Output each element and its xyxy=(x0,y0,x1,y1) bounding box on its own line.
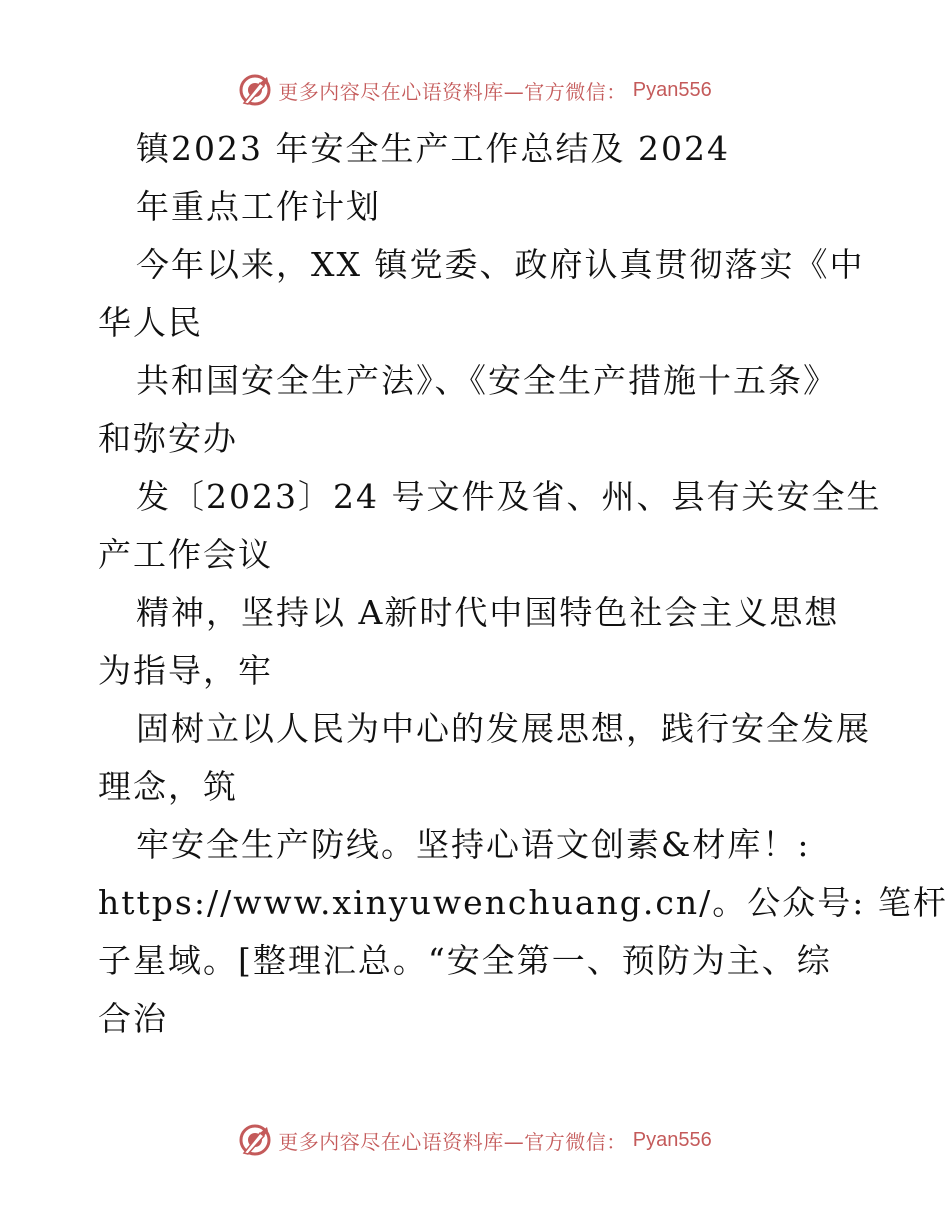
paragraph-line: 固树立以人民为中心的发展思想，践行安全发展 xyxy=(136,709,871,748)
paragraph-line: 为指导，牢 xyxy=(98,651,273,690)
paragraph-line: 和弥安办 xyxy=(98,419,238,458)
document-body xyxy=(98,120,948,1048)
paragraph-line: 今年以来，XX 镇党委、政府认真贯彻落实《中 xyxy=(136,245,865,284)
paragraph-line: 华人民 xyxy=(98,303,203,342)
footer-banner xyxy=(0,1120,950,1160)
title-line-1: 镇2023 年安全生产工作总结及 2024 xyxy=(136,129,730,168)
header-banner xyxy=(0,70,950,110)
paragraph-line: 理念，筑 xyxy=(98,767,238,806)
wechat-id: Pyan556 xyxy=(632,1128,712,1151)
pen-logo-icon xyxy=(238,1123,272,1157)
paragraph-line: 发〔2023〕24 号文件及省、州、县有关安全生 xyxy=(136,477,882,516)
paragraph-line: 子星域。[整理汇总。“安全第一、预防为主、综 xyxy=(98,941,832,980)
paragraph-line: 共和国安全生产法》、《安全生产措施十五条》 xyxy=(136,361,838,400)
pen-logo-icon xyxy=(238,73,272,107)
title-line-2: 年重点工作计划 xyxy=(136,187,381,226)
wechat-id: Pyan556 xyxy=(632,78,712,101)
paragraph-line: 牢安全生产防线。坚持心语文创素&材库！: xyxy=(136,825,811,864)
paragraph-line: 合治 xyxy=(98,999,168,1038)
banner-text: 更多内容尽在心语资料库—官方微信： xyxy=(278,79,627,104)
url-line: https://www.xinyuwenchuang.cn/。公众号: 笔杆 xyxy=(98,883,948,922)
paragraph-line: 产工作会议 xyxy=(98,535,273,574)
paragraph-line: 精神，坚持以 A新时代中国特色社会主义思想 xyxy=(136,593,840,632)
banner-text: 更多内容尽在心语资料库—官方微信： xyxy=(278,1129,627,1154)
